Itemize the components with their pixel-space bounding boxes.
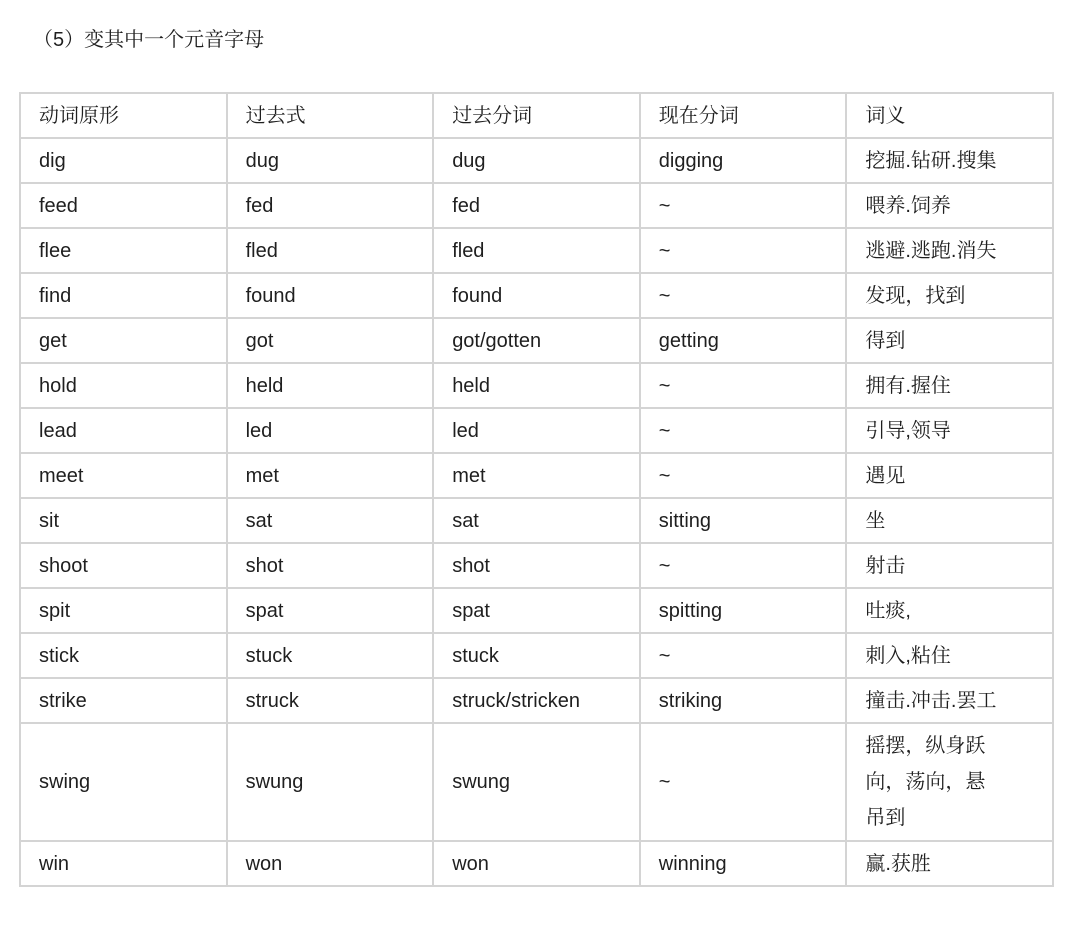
cell-base-form xyxy=(20,273,227,318)
cell-past-participle xyxy=(433,273,640,318)
cell-text: 坐 xyxy=(865,509,886,532)
header-base-form: 动词原形 xyxy=(20,93,227,138)
cell-text: met xyxy=(245,464,279,487)
cell-base-form xyxy=(20,678,227,723)
cell-text: won xyxy=(245,852,283,875)
cell-text: stuck xyxy=(452,644,499,667)
cell-text: found xyxy=(245,284,296,307)
cell-past-participle xyxy=(433,408,640,453)
cell-text: 撞击.冲击.罢工 xyxy=(865,689,997,712)
cell-text: win xyxy=(39,852,70,875)
cell-text: 得到 xyxy=(865,329,906,352)
cell-text: 拥有.握住 xyxy=(865,374,951,397)
cell-present-participle xyxy=(640,498,847,543)
table-row xyxy=(20,723,1053,841)
cell-text: spit xyxy=(39,599,71,622)
table-row xyxy=(20,183,1053,228)
cell-past-participle xyxy=(433,183,640,228)
cell-base-form xyxy=(20,841,227,886)
cell-text: 摇摆，纵身跃向，荡向，悬吊到 xyxy=(865,735,986,829)
cell-present-participle xyxy=(640,453,847,498)
header-present-participle: 现在分词 xyxy=(640,93,847,138)
cell-text: stick xyxy=(39,644,79,667)
cell-past-participle xyxy=(433,723,640,841)
cell-base-form xyxy=(20,363,227,408)
cell-present-participle xyxy=(640,273,847,318)
cell-text: striking xyxy=(658,689,723,712)
cell-text: got xyxy=(245,329,274,352)
cell-present-participle xyxy=(640,841,847,886)
header-past-tense: 过去式 xyxy=(227,93,434,138)
cell-meaning xyxy=(846,183,1053,228)
cell-text: sat xyxy=(452,509,479,532)
table-row xyxy=(20,138,1053,183)
cell-meaning xyxy=(846,453,1053,498)
cell-text: dig xyxy=(39,149,66,172)
cell-text: sat xyxy=(245,509,273,532)
cell-text: led xyxy=(245,419,273,442)
cell-past-tense xyxy=(227,273,434,318)
cell-meaning xyxy=(846,633,1053,678)
header-past-participle: 过去分词 xyxy=(433,93,640,138)
table-row xyxy=(20,841,1053,886)
cell-past-tense xyxy=(227,453,434,498)
cell-meaning xyxy=(846,498,1053,543)
cell-text: digging xyxy=(658,149,724,172)
cell-text: shoot xyxy=(39,554,88,577)
cell-text: sit xyxy=(39,509,59,532)
cell-text: spitting xyxy=(658,599,723,622)
cell-text: ~ xyxy=(658,374,671,397)
verb-table xyxy=(19,92,1054,887)
table-row xyxy=(20,273,1053,318)
cell-text: led xyxy=(452,419,479,442)
cell-text: 发现，找到 xyxy=(865,284,966,307)
cell-past-tense xyxy=(227,841,434,886)
cell-text: 遇见 xyxy=(865,464,906,487)
cell-meaning xyxy=(846,138,1053,183)
cell-present-participle xyxy=(640,183,847,228)
cell-text: strike xyxy=(39,689,87,712)
table-row xyxy=(20,363,1053,408)
cell-text: fled xyxy=(452,239,485,262)
cell-text: held xyxy=(245,374,284,397)
cell-text: struck xyxy=(245,689,299,712)
cell-text: spat xyxy=(452,599,490,622)
cell-base-form xyxy=(20,633,227,678)
cell-past-participle xyxy=(433,138,640,183)
cell-text: ~ xyxy=(658,239,671,262)
cell-text: fled xyxy=(245,239,278,262)
cell-meaning xyxy=(846,363,1053,408)
cell-past-tense xyxy=(227,588,434,633)
table-row xyxy=(20,633,1053,678)
cell-text: get xyxy=(39,329,67,352)
cell-text: got/gotten xyxy=(452,329,542,352)
cell-base-form xyxy=(20,318,227,363)
cell-text: ~ xyxy=(658,284,671,307)
cell-text: 逃避.逃跑.消失 xyxy=(865,239,997,262)
cell-present-participle xyxy=(640,588,847,633)
cell-meaning xyxy=(846,408,1053,453)
cell-present-participle xyxy=(640,363,847,408)
cell-present-participle xyxy=(640,678,847,723)
table-row xyxy=(20,408,1053,453)
cell-text: fed xyxy=(245,194,274,217)
cell-past-participle xyxy=(433,633,640,678)
cell-text: dug xyxy=(452,149,486,172)
cell-meaning xyxy=(846,841,1053,886)
cell-past-tense xyxy=(227,723,434,841)
cell-present-participle xyxy=(640,633,847,678)
cell-present-participle xyxy=(640,138,847,183)
cell-base-form xyxy=(20,228,227,273)
table-row xyxy=(20,678,1053,723)
cell-text: lead xyxy=(39,419,77,442)
cell-base-form xyxy=(20,183,227,228)
cell-past-participle xyxy=(433,543,640,588)
cell-text: 挖掘.钻研.搜集 xyxy=(865,149,997,172)
cell-text: swing xyxy=(39,771,91,793)
cell-past-tense xyxy=(227,633,434,678)
cell-base-form xyxy=(20,408,227,453)
cell-text: won xyxy=(452,852,489,875)
cell-base-form xyxy=(20,723,227,841)
cell-base-form xyxy=(20,138,227,183)
cell-text: ~ xyxy=(658,194,671,217)
cell-past-tense xyxy=(227,183,434,228)
table-row xyxy=(20,453,1053,498)
cell-text: winning xyxy=(658,852,727,875)
cell-text: ~ xyxy=(658,464,671,487)
cell-text: swung xyxy=(245,771,304,793)
cell-past-participle xyxy=(433,588,640,633)
cell-text: spat xyxy=(245,599,284,622)
cell-text: shot xyxy=(452,554,490,577)
cell-meaning xyxy=(846,678,1053,723)
cell-text: 引导,领导 xyxy=(865,419,951,442)
cell-base-form xyxy=(20,543,227,588)
cell-meaning xyxy=(846,318,1053,363)
cell-past-tense xyxy=(227,678,434,723)
cell-past-tense xyxy=(227,498,434,543)
cell-present-participle xyxy=(640,228,847,273)
cell-present-participle xyxy=(640,543,847,588)
cell-base-form xyxy=(20,453,227,498)
cell-text: 喂养.饲养 xyxy=(865,194,951,217)
cell-text: find xyxy=(39,284,72,307)
cell-text: ~ xyxy=(658,554,671,577)
cell-base-form xyxy=(20,588,227,633)
cell-text: 射击 xyxy=(865,554,906,577)
cell-text: shot xyxy=(245,554,284,577)
table-row xyxy=(20,318,1053,363)
cell-past-tense xyxy=(227,408,434,453)
cell-past-tense xyxy=(227,318,434,363)
cell-past-tense xyxy=(227,363,434,408)
cell-past-participle xyxy=(433,318,640,363)
cell-text: held xyxy=(452,374,490,397)
cell-present-participle xyxy=(640,318,847,363)
cell-text: hold xyxy=(39,374,77,397)
cell-meaning xyxy=(846,588,1053,633)
cell-text: getting xyxy=(658,329,719,352)
cell-past-participle xyxy=(433,498,640,543)
table-row xyxy=(20,588,1053,633)
cell-meaning xyxy=(846,273,1053,318)
table-row xyxy=(20,228,1053,273)
header-meaning: 词义 xyxy=(846,93,1053,138)
table-header-row xyxy=(20,93,1053,138)
table-row xyxy=(20,543,1053,588)
cell-past-participle xyxy=(433,453,640,498)
cell-text: met xyxy=(452,464,486,487)
cell-text: flee xyxy=(39,239,72,262)
cell-text: 吐痰, xyxy=(865,599,911,622)
cell-text: found xyxy=(452,284,503,307)
cell-past-participle xyxy=(433,228,640,273)
cell-present-participle xyxy=(640,723,847,841)
cell-text: sitting xyxy=(658,509,712,532)
cell-text: stuck xyxy=(245,644,293,667)
cell-text: fed xyxy=(452,194,480,217)
cell-present-participle xyxy=(640,408,847,453)
cell-meaning xyxy=(846,543,1053,588)
cell-past-tense xyxy=(227,228,434,273)
cell-past-participle xyxy=(433,841,640,886)
cell-text: struck/stricken xyxy=(452,689,580,712)
cell-meaning xyxy=(846,723,1053,841)
cell-past-participle xyxy=(433,363,640,408)
cell-meaning xyxy=(846,228,1053,273)
cell-text: meet xyxy=(39,464,84,487)
cell-past-participle xyxy=(433,678,640,723)
table-row xyxy=(20,498,1053,543)
cell-text: dug xyxy=(245,149,279,172)
cell-text: ~ xyxy=(658,419,671,442)
cell-text: ~ xyxy=(658,644,671,667)
cell-text: feed xyxy=(39,194,78,217)
cell-text: 刺入,粘住 xyxy=(865,644,951,667)
cell-base-form xyxy=(20,498,227,543)
cell-past-tense xyxy=(227,138,434,183)
section-title: （5）变其中一个元音字母 xyxy=(33,29,265,51)
cell-text: 赢.获胜 xyxy=(865,852,931,875)
cell-text: swung xyxy=(452,771,510,793)
cell-past-tense xyxy=(227,543,434,588)
cell-text: ~ xyxy=(658,771,671,793)
